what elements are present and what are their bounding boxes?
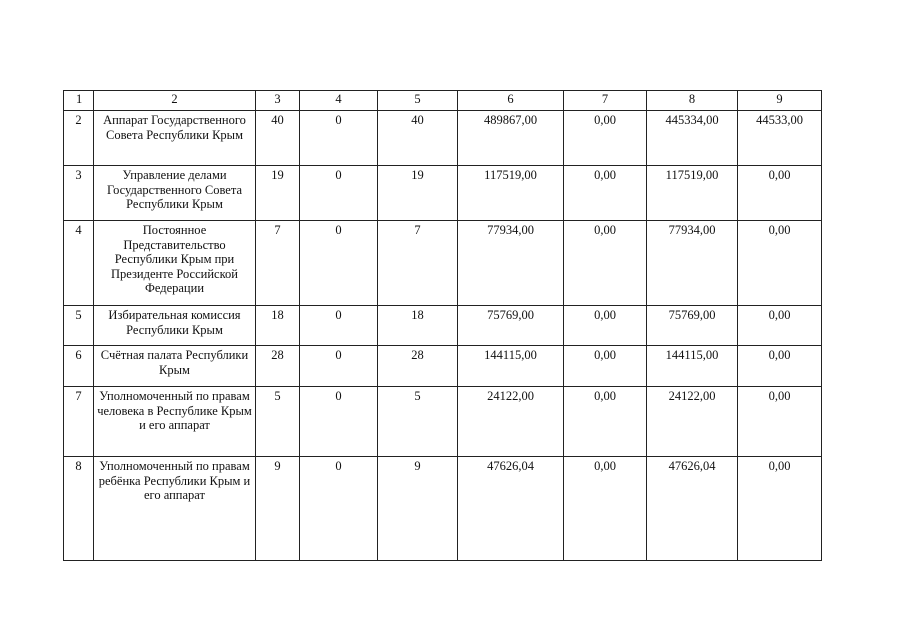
cell-col7: 0,00 (564, 387, 647, 457)
cell-col5: 5 (378, 387, 458, 457)
organization-name: Постоянное Представительство Республики Крым при Президенте Российской Федерации (94, 221, 256, 306)
cell-col9: 0,00 (738, 457, 822, 561)
organization-name: Уполномоченный по правам ребёнка Республики Крым и его аппарат (94, 457, 256, 561)
table-row (64, 346, 822, 387)
row-number: 8 (64, 457, 94, 561)
cell-col3: 7 (256, 221, 300, 306)
header-cell-9: 9 (738, 91, 822, 111)
cell-col9: 0,00 (738, 221, 822, 306)
table-row (64, 387, 822, 457)
cell-col6: 144115,00 (458, 346, 564, 387)
cell-col8: 117519,00 (647, 166, 738, 221)
cell-col8: 77934,00 (647, 221, 738, 306)
cell-col4: 0 (300, 457, 378, 561)
cell-col4: 0 (300, 166, 378, 221)
cell-col4: 0 (300, 221, 378, 306)
cell-col8: 144115,00 (647, 346, 738, 387)
table-row (64, 111, 822, 166)
organization-name: Управление делами Государственного Совета Республики Крым (94, 166, 256, 221)
cell-col6: 77934,00 (458, 221, 564, 306)
table-header-row (64, 91, 822, 111)
cell-col9: 0,00 (738, 346, 822, 387)
table-row (64, 457, 822, 561)
cell-col6: 24122,00 (458, 387, 564, 457)
organization-name: Счётная палата Республики Крым (94, 346, 256, 387)
cell-col6: 75769,00 (458, 306, 564, 346)
row-number: 2 (64, 111, 94, 166)
cell-col8: 445334,00 (647, 111, 738, 166)
organization-name: Уполномоченный по правам человека в Республике Крым и его аппарат (94, 387, 256, 457)
cell-col9: 44533,00 (738, 111, 822, 166)
cell-col4: 0 (300, 111, 378, 166)
cell-col7: 0,00 (564, 221, 647, 306)
header-cell-2: 2 (94, 91, 256, 111)
cell-col7: 0,00 (564, 111, 647, 166)
cell-col5: 40 (378, 111, 458, 166)
cell-col6: 489867,00 (458, 111, 564, 166)
row-number: 5 (64, 306, 94, 346)
row-number: 4 (64, 221, 94, 306)
cell-col3: 40 (256, 111, 300, 166)
header-cell-8: 8 (647, 91, 738, 111)
row-number: 6 (64, 346, 94, 387)
row-number: 7 (64, 387, 94, 457)
cell-col7: 0,00 (564, 306, 647, 346)
cell-col9: 0,00 (738, 387, 822, 457)
header-cell-1: 1 (64, 91, 94, 111)
cell-col9: 0,00 (738, 306, 822, 346)
table-row (64, 306, 822, 346)
organization-name: Аппарат Государственного Совета Республики Крым (94, 111, 256, 166)
cell-col6: 47626,04 (458, 457, 564, 561)
header-cell-4: 4 (300, 91, 378, 111)
cell-col8: 24122,00 (647, 387, 738, 457)
cell-col5: 19 (378, 166, 458, 221)
cell-col3: 19 (256, 166, 300, 221)
table-row (64, 221, 822, 306)
organization-name: Избирательная комиссия Республики Крым (94, 306, 256, 346)
table-row (64, 166, 822, 221)
budget-table (63, 90, 822, 561)
cell-col4: 0 (300, 306, 378, 346)
cell-col7: 0,00 (564, 346, 647, 387)
cell-col4: 0 (300, 346, 378, 387)
cell-col5: 9 (378, 457, 458, 561)
cell-col3: 28 (256, 346, 300, 387)
cell-col5: 28 (378, 346, 458, 387)
header-cell-5: 5 (378, 91, 458, 111)
cell-col5: 18 (378, 306, 458, 346)
cell-col4: 0 (300, 387, 378, 457)
cell-col7: 0,00 (564, 457, 647, 561)
cell-col3: 9 (256, 457, 300, 561)
cell-col8: 75769,00 (647, 306, 738, 346)
header-cell-7: 7 (564, 91, 647, 111)
cell-col9: 0,00 (738, 166, 822, 221)
cell-col3: 18 (256, 306, 300, 346)
header-cell-3: 3 (256, 91, 300, 111)
cell-col8: 47626,04 (647, 457, 738, 561)
cell-col5: 7 (378, 221, 458, 306)
row-number: 3 (64, 166, 94, 221)
cell-col6: 117519,00 (458, 166, 564, 221)
cell-col7: 0,00 (564, 166, 647, 221)
header-cell-6: 6 (458, 91, 564, 111)
cell-col3: 5 (256, 387, 300, 457)
